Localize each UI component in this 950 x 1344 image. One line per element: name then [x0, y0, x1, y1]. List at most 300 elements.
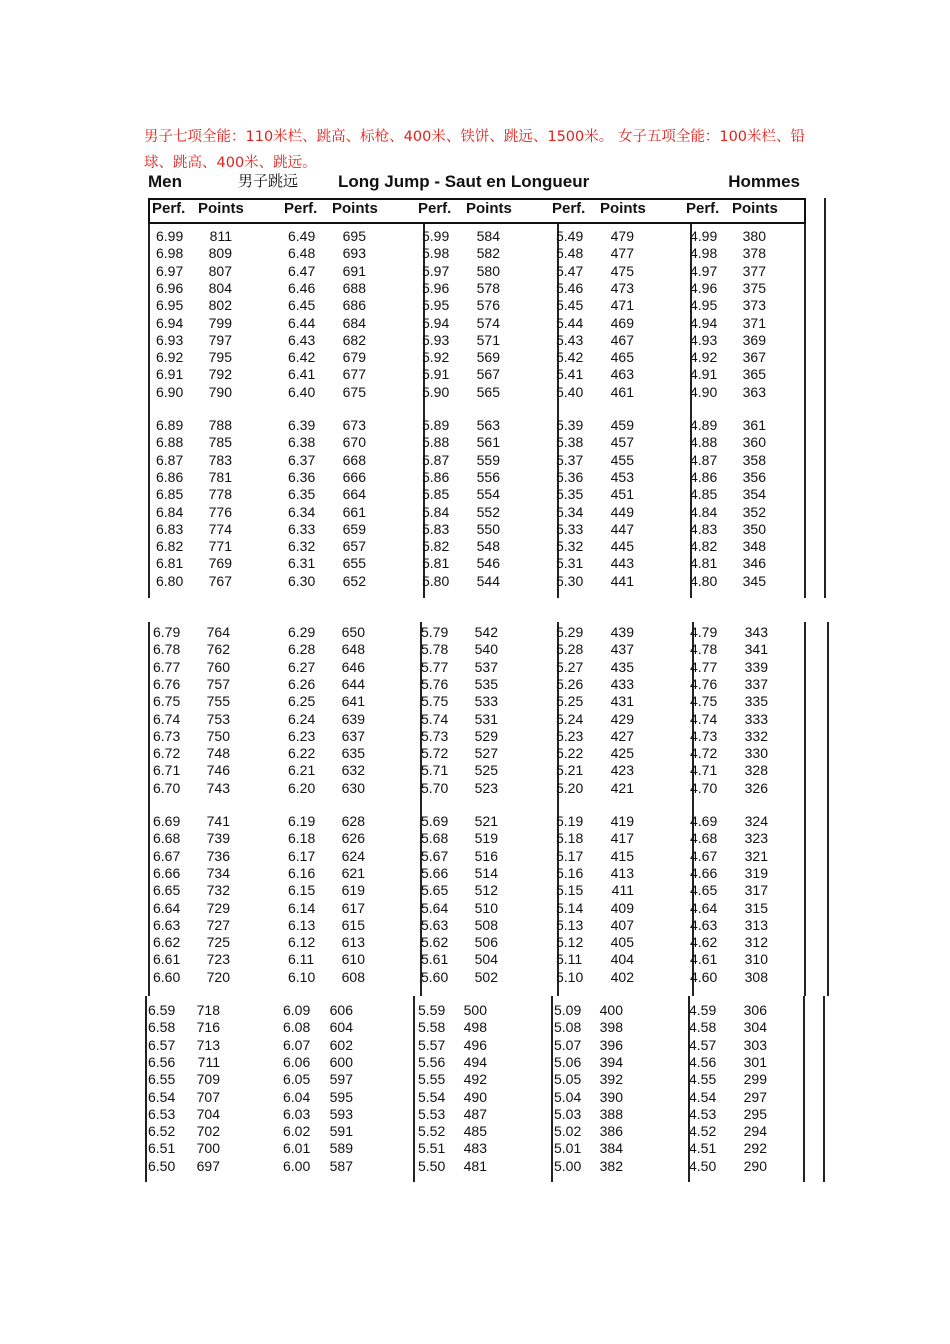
points-cell: 563: [476, 417, 500, 433]
perf-cell: 5.15: [556, 882, 584, 899]
column-divider: [824, 198, 826, 598]
perf-cell: 6.60: [153, 968, 181, 985]
perf-cell: 6.44: [288, 314, 316, 331]
points-cell: 679: [342, 349, 366, 366]
perf-cell: 5.93: [422, 331, 450, 348]
perf-cell: 5.18: [556, 830, 584, 847]
perf-cell: 5.08: [554, 1019, 582, 1036]
perf-cell: 4.80: [690, 572, 718, 589]
perf-cell: 5.30: [556, 572, 584, 589]
points-cell: 544: [476, 572, 500, 589]
perf-cell: 6.40: [288, 383, 316, 400]
perf-cell: 6.63: [153, 916, 181, 933]
points-cell: 502: [474, 968, 498, 985]
points-cell: 743: [206, 779, 230, 796]
perf-cell: 6.55: [148, 1071, 176, 1088]
points-cell: 469: [610, 314, 634, 331]
points-cell: 310: [744, 951, 768, 968]
points-cell: 576: [476, 297, 500, 314]
points-cell: 303: [743, 1036, 767, 1053]
perf-cell: 6.03: [283, 1105, 311, 1122]
perf-cell: 5.52: [418, 1123, 446, 1140]
points-cell: 477: [610, 245, 634, 262]
points-cell: 346: [742, 555, 766, 572]
perf-cell: 5.47: [556, 262, 584, 279]
column-divider: [413, 996, 415, 1182]
points-cell: 363: [742, 383, 766, 400]
points-cell: 668: [342, 451, 366, 468]
perf-cell: 4.71: [690, 762, 718, 779]
perf-cell: 4.55: [689, 1071, 717, 1088]
perf-cell: 6.12: [288, 934, 316, 951]
perf-cell: 4.72: [690, 745, 718, 762]
perf-cell: 6.45: [288, 297, 316, 314]
perf-cell: 6.62: [153, 934, 181, 951]
perf-cell: 4.58: [689, 1019, 717, 1036]
points-cell: 531: [474, 710, 498, 727]
points-cell: 540: [474, 641, 498, 658]
perf-cell: 4.69: [690, 813, 718, 829]
perf-cell: 4.77: [690, 658, 718, 675]
perf-cell: 4.52: [689, 1123, 717, 1140]
header-points: Points: [600, 200, 646, 217]
points-cell: 593: [329, 1105, 353, 1122]
points-cell: 552: [476, 503, 500, 520]
perf-cell: 4.51: [689, 1140, 717, 1157]
points-cell: 445: [610, 538, 634, 555]
points-cell: 771: [208, 538, 232, 555]
points-cell: 548: [476, 538, 500, 555]
perf-cell: 5.49: [556, 228, 584, 244]
perf-cell: 4.73: [690, 727, 718, 744]
points-cell: 580: [476, 262, 500, 279]
points-cell: 635: [341, 745, 365, 762]
perf-cell: 5.82: [422, 538, 450, 555]
perf-cell: 6.66: [153, 864, 181, 881]
perf-cell: 5.32: [556, 538, 584, 555]
points-cell: 684: [342, 314, 366, 331]
points-cell: 757: [206, 675, 230, 692]
points-cell: 392: [599, 1071, 623, 1088]
perf-cell: 5.91: [422, 366, 450, 383]
perf-cell: 6.18: [288, 830, 316, 847]
perf-cell: 4.82: [690, 538, 718, 555]
points-cell: 405: [610, 934, 634, 951]
perf-cell: 5.80: [422, 572, 450, 589]
points-cell: 783: [208, 451, 232, 468]
column-divider: [827, 622, 829, 996]
points-cell: 431: [610, 693, 634, 710]
perf-cell: 5.83: [422, 520, 450, 537]
perf-cell: 6.33: [288, 520, 316, 537]
long-jump-title: Long Jump - Saut en Longueur: [338, 172, 590, 191]
points-cell: 481: [463, 1157, 487, 1174]
perf-cell: 5.88: [422, 434, 450, 451]
perf-cell: 6.80: [156, 572, 184, 589]
points-cell: 559: [476, 451, 500, 468]
points-cell: 769: [208, 555, 232, 572]
perf-cell: 5.95: [422, 297, 450, 314]
perf-cell: 5.99: [422, 228, 450, 244]
perf-cell: 5.16: [556, 864, 584, 881]
perf-cell: 6.35: [288, 486, 316, 503]
points-cell: 473: [610, 279, 634, 296]
points-cell: 326: [744, 779, 768, 796]
points-cell: 727: [206, 916, 230, 933]
perf-cell: 6.06: [283, 1053, 311, 1070]
perf-cell: 4.63: [690, 916, 718, 933]
perf-cell: 5.24: [556, 710, 584, 727]
perf-cell: 5.53: [418, 1105, 446, 1122]
perf-cell: 6.13: [288, 916, 316, 933]
points-cell: 295: [743, 1105, 767, 1122]
perf-cell: 4.79: [690, 624, 718, 640]
points-cell: 677: [342, 366, 366, 383]
perf-cell: 4.91: [690, 366, 718, 383]
perf-cell: 5.43: [556, 331, 584, 348]
points-cell: 360: [742, 434, 766, 451]
points-cell: 589: [329, 1140, 353, 1157]
perf-cell: 5.07: [554, 1036, 582, 1053]
points-cell: 644: [341, 675, 365, 692]
perf-cell: 6.29: [288, 624, 316, 640]
points-cell: 661: [342, 503, 366, 520]
perf-cell: 5.94: [422, 314, 450, 331]
perf-cell: 4.88: [690, 434, 718, 451]
points-cell: 487: [463, 1105, 487, 1122]
perf-cell: 4.78: [690, 641, 718, 658]
perf-cell: 6.02: [283, 1123, 311, 1140]
perf-cell: 6.31: [288, 555, 316, 572]
points-cell: 409: [610, 899, 634, 916]
perf-cell: 6.17: [288, 847, 316, 864]
perf-cell: 6.59: [148, 1002, 176, 1018]
points-cell: 621: [341, 864, 365, 881]
perf-cell: 6.58: [148, 1019, 176, 1036]
points-cell: 713: [196, 1036, 220, 1053]
perf-cell: 6.98: [156, 245, 184, 262]
perf-cell: 5.01: [554, 1140, 582, 1157]
perf-cell: 5.77: [421, 658, 449, 675]
points-cell: 483: [463, 1140, 487, 1157]
perf-cell: 6.67: [153, 847, 181, 864]
points-cell: 587: [329, 1157, 353, 1174]
perf-cell: 6.81: [156, 555, 184, 572]
points-cell: 734: [206, 864, 230, 881]
points-cell: 425: [610, 745, 634, 762]
points-cell: 514: [474, 864, 498, 881]
perf-cell: 4.64: [690, 899, 718, 916]
points-cell: 312: [744, 934, 768, 951]
points-cell: 670: [342, 434, 366, 451]
points-cell: 313: [744, 916, 768, 933]
perf-cell: 6.42: [288, 349, 316, 366]
points-cell: 732: [206, 882, 230, 899]
points-cell: 707: [196, 1088, 220, 1105]
points-cell: 746: [206, 762, 230, 779]
points-cell: 441: [610, 572, 634, 589]
perf-cell: 5.58: [418, 1019, 446, 1036]
perf-cell: 6.38: [288, 434, 316, 451]
points-cell: 567: [476, 366, 500, 383]
points-cell: 695: [342, 228, 366, 244]
perf-cell: 6.93: [156, 331, 184, 348]
points-cell: 542: [474, 624, 498, 640]
perf-cell: 6.22: [288, 745, 316, 762]
points-cell: 774: [208, 520, 232, 537]
header-perf: Perf.: [284, 200, 318, 217]
points-cell: 453: [610, 468, 634, 485]
points-cell: 386: [599, 1123, 623, 1140]
points-cell: 398: [599, 1019, 623, 1036]
points-cell: 582: [476, 245, 500, 262]
perf-cell: 6.83: [156, 520, 184, 537]
perf-cell: 5.14: [556, 899, 584, 916]
points-cell: 624: [341, 847, 365, 864]
points-cell: 666: [342, 468, 366, 485]
points-cell: 697: [196, 1157, 220, 1174]
points-cell: 341: [744, 641, 768, 658]
points-cell: 571: [476, 331, 500, 348]
points-cell: 811: [209, 228, 232, 244]
perf-cell: 6.70: [153, 779, 181, 796]
points-cell: 804: [208, 279, 232, 296]
points-cell: 797: [208, 331, 232, 348]
points-cell: 641: [341, 693, 365, 710]
perf-cell: 5.85: [422, 486, 450, 503]
points-cell: 479: [610, 228, 634, 244]
perf-cell: 5.11: [556, 951, 583, 968]
perf-cell: 6.11: [288, 951, 315, 968]
perf-cell: 5.79: [421, 624, 449, 640]
points-cell: 467: [610, 331, 634, 348]
perf-cell: 5.59: [418, 1002, 446, 1018]
perf-cell: 4.74: [690, 710, 718, 727]
points-cell: 394: [599, 1053, 623, 1070]
points-cell: 597: [329, 1071, 353, 1088]
perf-cell: 4.97: [690, 262, 718, 279]
perf-cell: 5.29: [556, 624, 584, 640]
perf-cell: 5.44: [556, 314, 584, 331]
points-table-block: [148, 622, 806, 996]
perf-cell: 4.84: [690, 503, 718, 520]
perf-cell: 4.56: [689, 1053, 717, 1070]
points-cell: 693: [342, 245, 366, 262]
perf-cell: 4.94: [690, 314, 718, 331]
perf-cell: 5.61: [421, 951, 449, 968]
column-divider: [803, 996, 805, 1182]
perf-cell: 4.90: [690, 383, 718, 400]
points-cell: 439: [610, 624, 634, 640]
points-cell: 417: [610, 830, 634, 847]
perf-cell: 6.05: [283, 1071, 311, 1088]
points-cell: 301: [743, 1053, 767, 1070]
column-divider: [148, 198, 150, 598]
perf-cell: 5.21: [556, 762, 584, 779]
points-cell: 437: [610, 641, 634, 658]
points-cell: 375: [742, 279, 766, 296]
perf-cell: 4.57: [689, 1036, 717, 1053]
points-cell: 317: [744, 882, 768, 899]
perf-cell: 5.50: [418, 1157, 446, 1174]
points-cell: 297: [743, 1088, 767, 1105]
points-cell: 700: [196, 1140, 220, 1157]
points-cell: 512: [474, 882, 498, 899]
points-cell: 741: [206, 813, 230, 829]
points-cell: 332: [744, 727, 768, 744]
points-cell: 795: [208, 349, 232, 366]
points-cell: 299: [743, 1071, 767, 1088]
perf-cell: 5.90: [422, 383, 450, 400]
points-cell: 554: [476, 486, 500, 503]
points-cell: 688: [342, 279, 366, 296]
perf-cell: 6.77: [153, 658, 181, 675]
points-cell: 294: [743, 1123, 767, 1140]
perf-cell: 5.10: [556, 968, 584, 985]
perf-cell: 6.41: [288, 366, 316, 383]
points-cell: 755: [206, 693, 230, 710]
perf-cell: 5.05: [554, 1071, 582, 1088]
points-cell: 792: [208, 366, 232, 383]
points-cell: 308: [744, 968, 768, 985]
perf-cell: 4.81: [690, 555, 718, 572]
points-cell: 413: [610, 864, 634, 881]
perf-cell: 4.99: [690, 228, 718, 244]
points-cell: 451: [610, 486, 634, 503]
perf-cell: 4.65: [690, 882, 718, 899]
points-cell: 411: [611, 882, 634, 899]
points-cell: 600: [329, 1053, 353, 1070]
header-perf: Perf.: [152, 200, 186, 217]
points-cell: 675: [342, 383, 366, 400]
perf-cell: 4.54: [689, 1088, 717, 1105]
header-points: Points: [332, 200, 378, 217]
perf-cell: 5.67: [421, 847, 449, 864]
points-cell: 619: [341, 882, 365, 899]
perf-cell: 6.88: [156, 434, 184, 451]
perf-cell: 6.47: [288, 262, 316, 279]
perf-cell: 6.49: [288, 228, 316, 244]
points-cell: 500: [463, 1002, 487, 1018]
points-cell: 569: [476, 349, 500, 366]
points-cell: 365: [742, 366, 766, 383]
perf-cell: 4.67: [690, 847, 718, 864]
perf-cell: 5.09: [554, 1002, 582, 1018]
perf-cell: 5.27: [556, 658, 584, 675]
men-label: Men: [148, 172, 182, 191]
points-cell: 807: [208, 262, 232, 279]
perf-cell: 5.55: [418, 1071, 446, 1088]
perf-cell: 5.86: [422, 468, 450, 485]
perf-cell: 6.78: [153, 641, 181, 658]
points-cell: 433: [610, 675, 634, 692]
points-cell: 595: [329, 1088, 353, 1105]
perf-cell: 5.39: [556, 417, 584, 433]
perf-cell: 6.01: [283, 1140, 311, 1157]
points-cell: 384: [599, 1140, 623, 1157]
points-cell: 358: [742, 451, 766, 468]
points-cell: 367: [742, 349, 766, 366]
points-cell: 704: [196, 1105, 220, 1122]
perf-cell: 5.41: [556, 366, 584, 383]
points-cell: 498: [463, 1019, 487, 1036]
perf-cell: 5.97: [422, 262, 450, 279]
points-cell: 615: [341, 916, 365, 933]
perf-cell: 5.03: [554, 1105, 582, 1122]
points-cell: 337: [744, 675, 768, 692]
points-cell: 664: [342, 486, 366, 503]
points-cell: 628: [341, 813, 365, 829]
points-cell: 465: [610, 349, 634, 366]
column-divider: [804, 622, 806, 996]
perf-cell: 5.71: [421, 762, 449, 779]
points-cell: 711: [197, 1053, 220, 1070]
points-cell: 350: [742, 520, 766, 537]
points-cell: 506: [474, 934, 498, 951]
perf-cell: 6.48: [288, 245, 316, 262]
points-cell: 723: [206, 951, 230, 968]
perf-cell: 5.31: [556, 555, 584, 572]
perf-cell: 6.68: [153, 830, 181, 847]
perf-cell: 6.95: [156, 297, 184, 314]
points-cell: 323: [744, 830, 768, 847]
perf-cell: 6.19: [288, 813, 316, 829]
perf-cell: 6.25: [288, 693, 316, 710]
points-cell: 427: [610, 727, 634, 744]
perf-cell: 6.07: [283, 1036, 311, 1053]
points-cell: 785: [208, 434, 232, 451]
perf-cell: 6.23: [288, 727, 316, 744]
perf-cell: 5.62: [421, 934, 449, 951]
points-cell: 682: [342, 331, 366, 348]
points-cell: 608: [341, 968, 365, 985]
points-cell: 691: [342, 262, 366, 279]
perf-cell: 4.59: [689, 1002, 717, 1018]
perf-cell: 5.98: [422, 245, 450, 262]
points-cell: 429: [610, 710, 634, 727]
points-cell: 449: [610, 503, 634, 520]
perf-cell: 6.00: [283, 1157, 311, 1174]
points-cell: 527: [474, 745, 498, 762]
column-divider: [148, 622, 150, 996]
perf-cell: 5.20: [556, 779, 584, 796]
perf-cell: 6.65: [153, 882, 181, 899]
points-cell: 306: [743, 1002, 767, 1018]
perf-cell: 6.39: [288, 417, 316, 433]
perf-cell: 4.89: [690, 417, 718, 433]
perf-cell: 4.95: [690, 297, 718, 314]
perf-cell: 6.90: [156, 383, 184, 400]
perf-cell: 6.57: [148, 1036, 176, 1053]
perf-cell: 6.96: [156, 279, 184, 296]
points-cell: 720: [206, 968, 230, 985]
points-cell: 739: [206, 830, 230, 847]
points-cell: 508: [474, 916, 498, 933]
perf-cell: 6.71: [153, 762, 181, 779]
perf-cell: 5.35: [556, 486, 584, 503]
points-cell: 378: [742, 245, 766, 262]
perf-cell: 5.06: [554, 1053, 582, 1070]
points-cell: 396: [599, 1036, 623, 1053]
perf-cell: 6.76: [153, 675, 181, 692]
points-cell: 415: [610, 847, 634, 864]
points-cell: 463: [610, 366, 634, 383]
points-cell: 602: [329, 1036, 353, 1053]
perf-cell: 5.72: [421, 745, 449, 762]
perf-cell: 4.60: [690, 968, 718, 985]
points-cell: 321: [744, 847, 768, 864]
points-cell: 639: [341, 710, 365, 727]
